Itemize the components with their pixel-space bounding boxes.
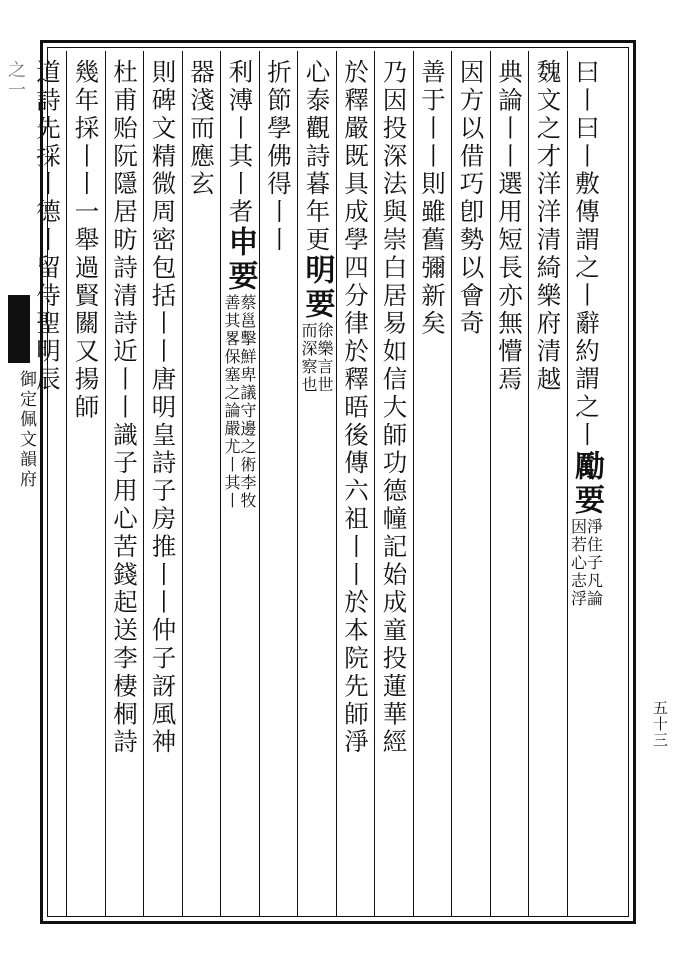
column-text: 幾年採丨丨一舉過賢關又揚師 <box>71 59 101 422</box>
text-column <box>299 59 335 909</box>
text-column <box>568 59 604 909</box>
column-rule <box>413 51 414 917</box>
column-rule <box>259 51 260 917</box>
column-text: 魏文之才洋洋清綺樂府清越 <box>533 59 563 394</box>
column-rule <box>220 51 221 917</box>
margin-tab-mark <box>8 295 30 363</box>
text-column <box>222 59 258 909</box>
text-column <box>148 59 178 909</box>
commentary-note <box>568 517 604 608</box>
column-rule <box>528 51 529 917</box>
column-text: 杜甫贻阮隱居昉詩清詩近丨丨識子用心苦錢起送李棲桐詩 <box>110 59 139 757</box>
column-rule <box>336 51 337 917</box>
column-rule <box>490 51 491 917</box>
column-text: 則碑文精微周密包括丨丨唐明皇詩子房推丨丨仲子訝風神 <box>148 59 178 757</box>
column-rule <box>451 51 452 917</box>
text-column <box>417 59 447 909</box>
column-text: 典論丨丨選用短長亦無懵焉 <box>495 59 524 394</box>
commentary-note <box>301 322 332 394</box>
text-column <box>71 59 101 909</box>
column-text: 於釋嚴既具成學四分律於釋晤後傳六祖丨丨於本院先師淨 <box>341 59 370 757</box>
text-column <box>32 59 62 909</box>
book-title: 御定佩文韻府 <box>16 370 36 490</box>
headword: 申要 <box>222 226 258 295</box>
text-column <box>533 59 563 909</box>
column-text: 因方以借巧卽勢以會奇 <box>456 59 486 338</box>
page-number: 五十三 <box>651 700 669 748</box>
column-rule <box>182 51 183 917</box>
text-column <box>263 59 293 909</box>
text-page <box>33 40 636 924</box>
column-text: 曰丨曰丨敷傳謂 <box>572 59 601 255</box>
text-column <box>494 59 524 909</box>
column-rule <box>66 51 67 917</box>
commentary-right-line: 徐樂言世 <box>315 322 334 395</box>
column-rule <box>567 51 568 917</box>
headword: 明要 <box>299 254 335 323</box>
commentary-note <box>224 294 255 510</box>
column-text: 之丨辭約謂之丨 <box>572 254 601 450</box>
column-rule <box>297 51 298 917</box>
column-text: 折節學佛得丨丨 <box>264 59 293 255</box>
text-column <box>456 59 486 909</box>
commentary-right-line: 淨住子凡論 <box>584 517 604 608</box>
column-text: 善于丨丨則雖舊彌新矣 <box>418 59 447 338</box>
commentary-right-line: 蔡邕擊鮮卑議守邊之術李牧 <box>238 294 257 511</box>
margin-fragment: 之一 <box>5 60 26 100</box>
column-text: 道詩先採丨德丨留侍聖明辰 <box>33 59 62 394</box>
column-rule <box>374 51 375 917</box>
commentary-left-line: 而深察也 <box>299 322 318 395</box>
text-column <box>109 59 139 909</box>
column-text: 乃因投深法與崇白居易如信大師功德幢記始成童投蓮華經 <box>379 59 409 757</box>
column-rule <box>105 51 106 917</box>
headword: 勵要 <box>569 449 604 518</box>
text-column <box>186 59 216 909</box>
text-column <box>379 59 409 909</box>
column-text: 心泰觀詩暮年更 <box>302 59 332 255</box>
column-text: 器淺而應玄 <box>187 59 216 199</box>
column-text: 利溥丨其丨者 <box>225 59 255 227</box>
commentary-left-line: 因若心志浮 <box>568 517 588 608</box>
text-column <box>340 59 370 909</box>
commentary-left-line: 善其畧保塞之論嚴尤丨其丨 <box>222 294 241 511</box>
column-rule <box>143 51 144 917</box>
